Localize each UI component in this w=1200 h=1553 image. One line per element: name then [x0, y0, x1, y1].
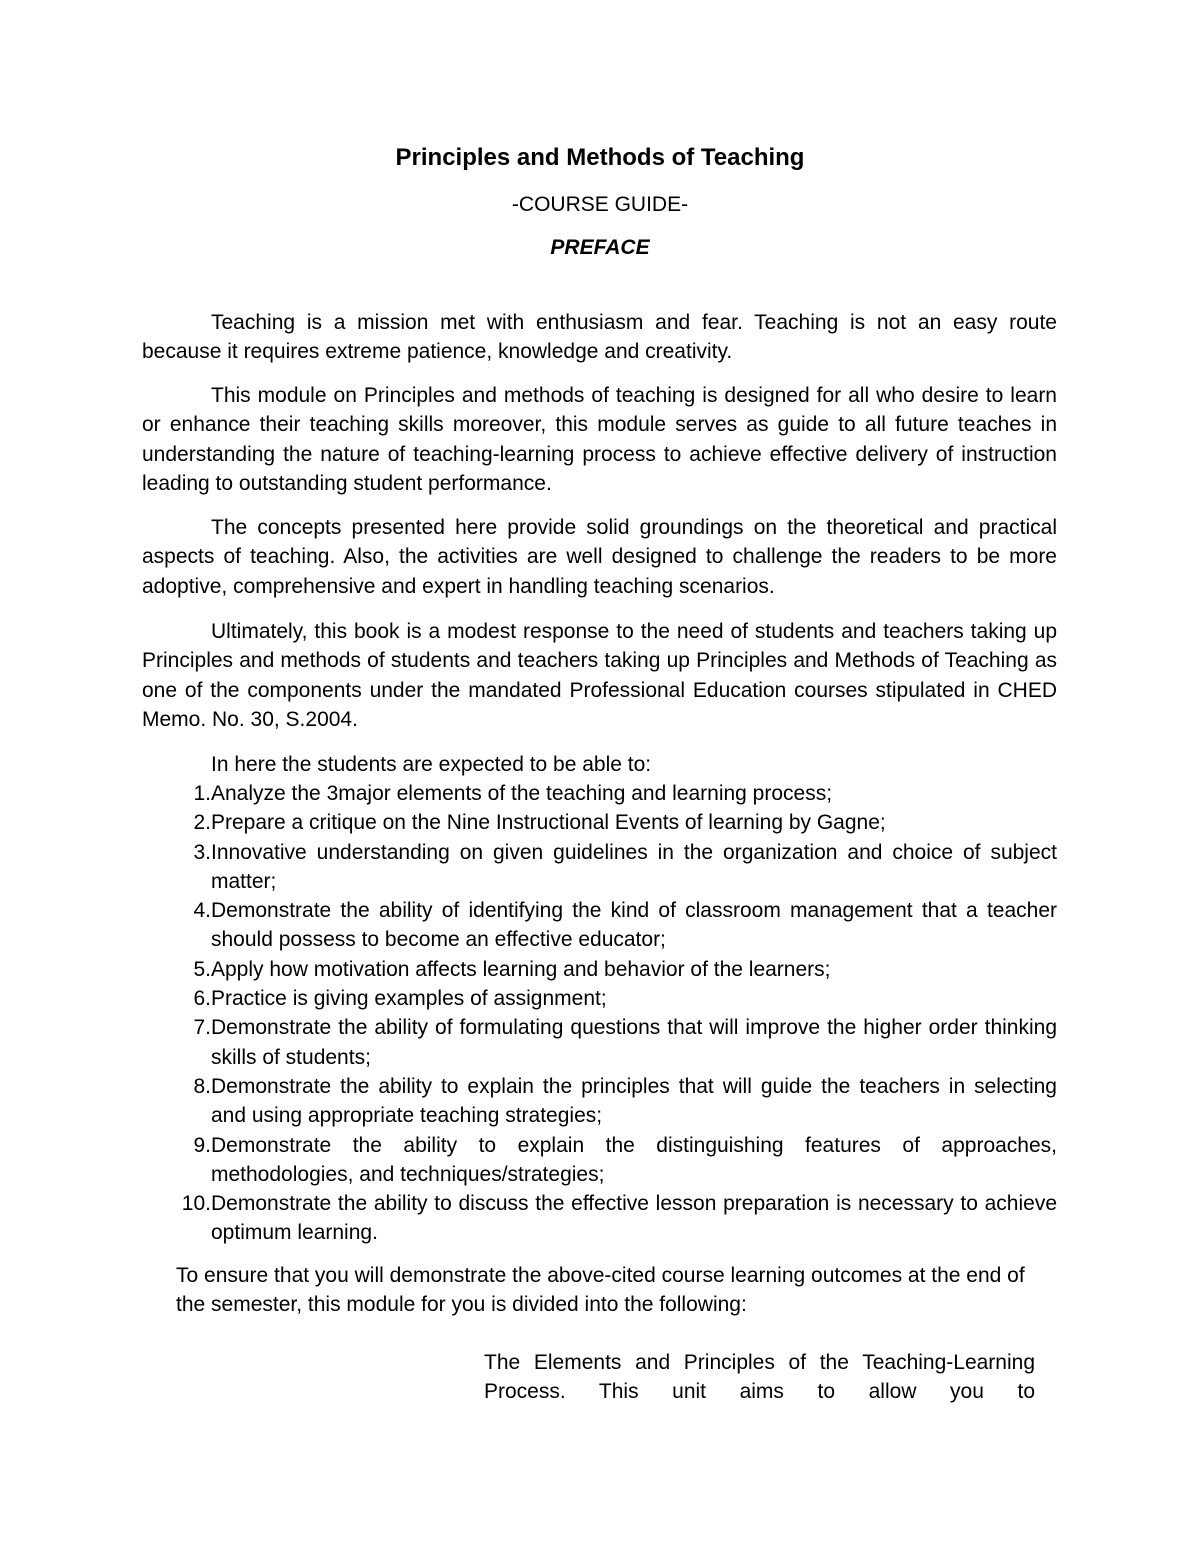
list-item-text: Demonstrate the ability of formulating questions that will improve the higher order thinking skills of students; [211, 1016, 1057, 1069]
list-item-text: Demonstrate the ability of identifying the kind of classroom management that a teacher should possess to become an effective educator; [211, 899, 1057, 952]
list-number: 5. [193, 957, 211, 981]
list-item-text: Prepare a critique on the Nine Instructional Events of learning by Gagne; [211, 811, 886, 835]
list-number: 10. [181, 1192, 211, 1216]
closing-paragraph: To ensure that you will demonstrate the above-cited course learning outcomes at the end of the semester, this module for you is divided into the following: [176, 1264, 1025, 1317]
list-item [142, 896, 1057, 955]
list-item [142, 955, 1057, 984]
list-number: 7. [193, 1016, 211, 1040]
list-item [142, 1189, 1057, 1248]
document-subtitle: -COURSE GUIDE- [511, 193, 689, 216]
list-number: 4. [193, 899, 211, 923]
list-item-text: Demonstrate the ability to explain the principles that will guide the teachers in selecting and using appropriate teaching strategies; [211, 1074, 1057, 1128]
paragraph: The concepts presented here provide solid groundings on the theoretical and practical aspects of teaching. Also, the activities are well designed to challenge the readers to be more adoptive, comprehensive and expert in handling teaching scenarios. [142, 516, 1057, 598]
paragraph: Ultimately, this book is a modest response to the need of students and teachers taking up Principles and methods of students and teachers taking up Principles and Methods of Teaching as one of the components under the mandated Professional Education courses stipulated in CHED Memo. No. 30, S.2004. [142, 620, 1057, 731]
unit-description: The Elements and Principles of the Teaching-Learning Process. This unit aims to allow you to [484, 1351, 1035, 1404]
paragraph: Teaching is a mission met with enthusiasm and fear. Teaching is not an easy route because it requires extreme patience, knowledge and creativity. [142, 311, 1057, 364]
list-number: 9. [193, 1133, 211, 1157]
list-item [142, 779, 1057, 808]
document-title: Principles and Methods of Teaching [395, 144, 805, 171]
objectives-list [142, 779, 1057, 1248]
objectives-intro: In here the students are expected to be able to: [211, 753, 652, 776]
list-number: 2. [193, 811, 211, 835]
list-item-text: Demonstrate the ability to explain the distinguishing features of approaches, methodologies, and techniques/strategies; [211, 1133, 1057, 1186]
section-heading: PREFACE [550, 236, 650, 259]
list-number: 1. [193, 782, 211, 805]
list-item [142, 1013, 1057, 1072]
paragraph: This module on Principles and methods of teaching is designed for all who desire to learn or enhance their teaching skills moreover, this module serves as guide to all future teaches in understanding the nature of teaching-learning process to achieve effective delivery of instruction leading to outstanding student performance. [142, 384, 1057, 495]
list-number: 6. [193, 987, 211, 1011]
list-item-text: Analyze the 3major elements of the teaching and learning process; [211, 782, 833, 805]
list-item [142, 1131, 1057, 1190]
list-item-text: Innovative understanding on given guidelines in the organization and choice of subject matter; [211, 840, 1057, 893]
list-item [142, 808, 1057, 837]
list-item [142, 984, 1057, 1013]
list-number: 3. [193, 840, 211, 864]
list-item [142, 1072, 1057, 1131]
list-item [142, 838, 1057, 897]
list-item-text: Demonstrate the ability to discuss the effective lesson preparation is necessary to achieve optimum learning. [211, 1192, 1057, 1245]
list-item-text: Apply how motivation affects learning and behavior of the learners; [211, 957, 831, 981]
list-item-text: Practice is giving examples of assignment; [211, 987, 607, 1011]
list-number: 8. [193, 1074, 211, 1098]
